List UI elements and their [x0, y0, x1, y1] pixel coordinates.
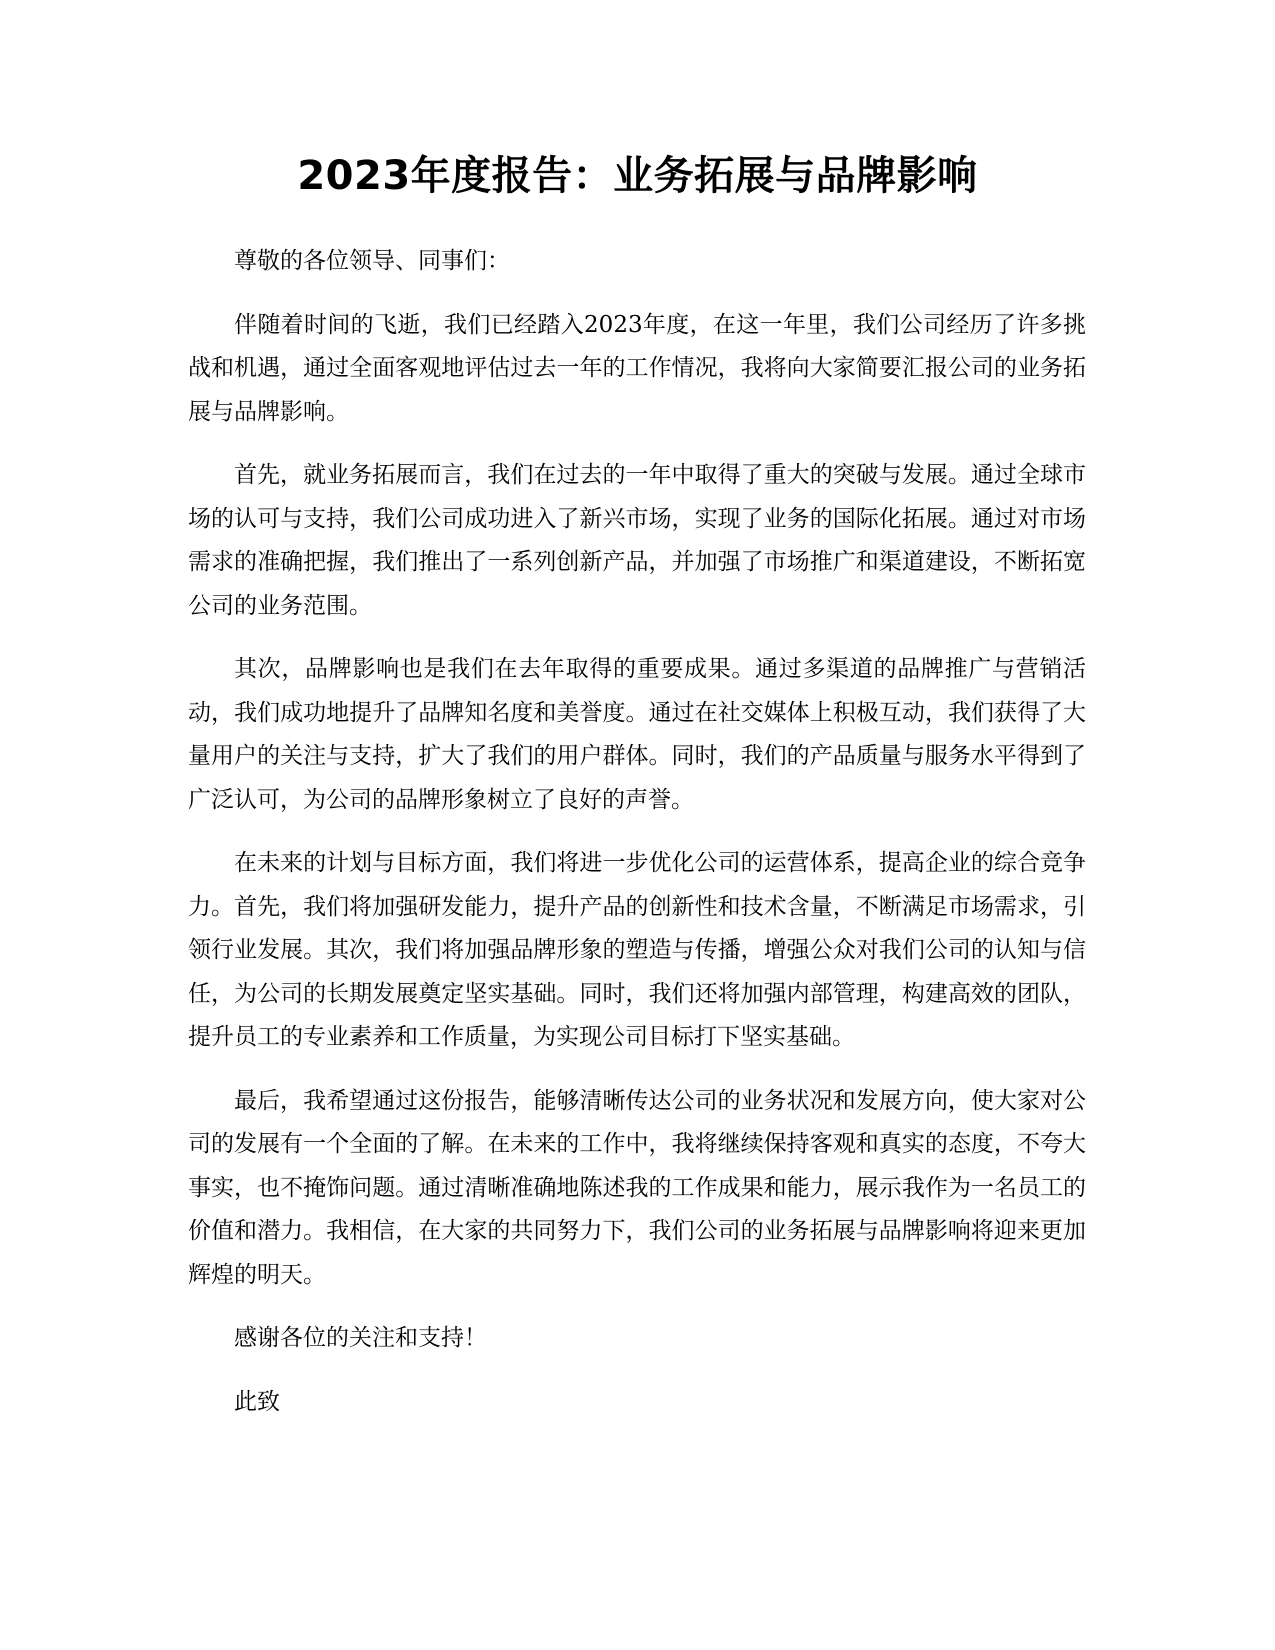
paragraph-conclusion: 最后，我希望通过这份报告，能够清晰传达公司的业务状况和发展方向，使大家对公司的发展有一个全面的了解。在未来的工作中，我将继续保持客观和真实的态度，不夸大事实，也不掩饰问题。通过清晰准确地陈述我的工作成果和能力，展示我作为一名员工的价值和潜力。我相信，在大家的共同努力下，我们公司的业务拓展与品牌影响将迎来更加辉煌的明天。: [188, 1087, 1086, 1288]
paragraph-intro: 伴随着时间的飞逝，我们已经踏入2023年度，在这一年里，我们公司经历了许多挑战和机遇，通过全面客观地评估过去一年的工作情况，我将向大家简要汇报公司的业务拓展与品牌影响。: [188, 311, 1086, 425]
paragraph-brand-influence: 其次，品牌影响也是我们在去年取得的重要成果。通过多渠道的品牌推广与营销活动，我们成功地提升了品牌知名度和美誉度。通过在社交媒体上积极互动，我们获得了大量用户的关注与支持，扩大了我们的用户群体。同时，我们的产品质量与服务水平得到了广泛认可，为公司的品牌形象树立了良好的声誉。: [188, 656, 1086, 813]
paragraph-business-expansion: 首先，就业务拓展而言，我们在过去的一年中取得了重大的突破与发展。通过全球市场的认可与支持，我们公司成功进入了新兴市场，实现了业务的国际化拓展。通过对市场需求的准确把握，我们推出了一系列创新产品，并加强了市场推广和渠道建设，不断拓宽公司的业务范围。: [188, 462, 1086, 619]
document-body: [188, 240, 1086, 1444]
thanks-line: 感谢各位的关注和支持！: [234, 1325, 487, 1351]
closing-line: 此致: [234, 1388, 280, 1415]
greeting-line: 尊敬的各位领导、同事们：: [234, 248, 510, 274]
document-title: 2023年度报告：业务拓展与品牌影响: [297, 153, 978, 199]
paragraph-future-plans: 在未来的计划与目标方面，我们将进一步优化公司的运营体系，提高企业的综合竞争力。首先，我们将加强研发能力，提升产品的创新性和技术含量，不断满足市场需求，引领行业发展。其次，我们将加强品牌形象的塑造与传播，增强公众对我们公司的认知与信任，为公司的长期发展奠定坚实基础。同时，我们还将加强内部管理，构建高效的团队，提升员工的专业素养和工作质量，为实现公司目标打下坚实基础。: [188, 850, 1086, 1050]
